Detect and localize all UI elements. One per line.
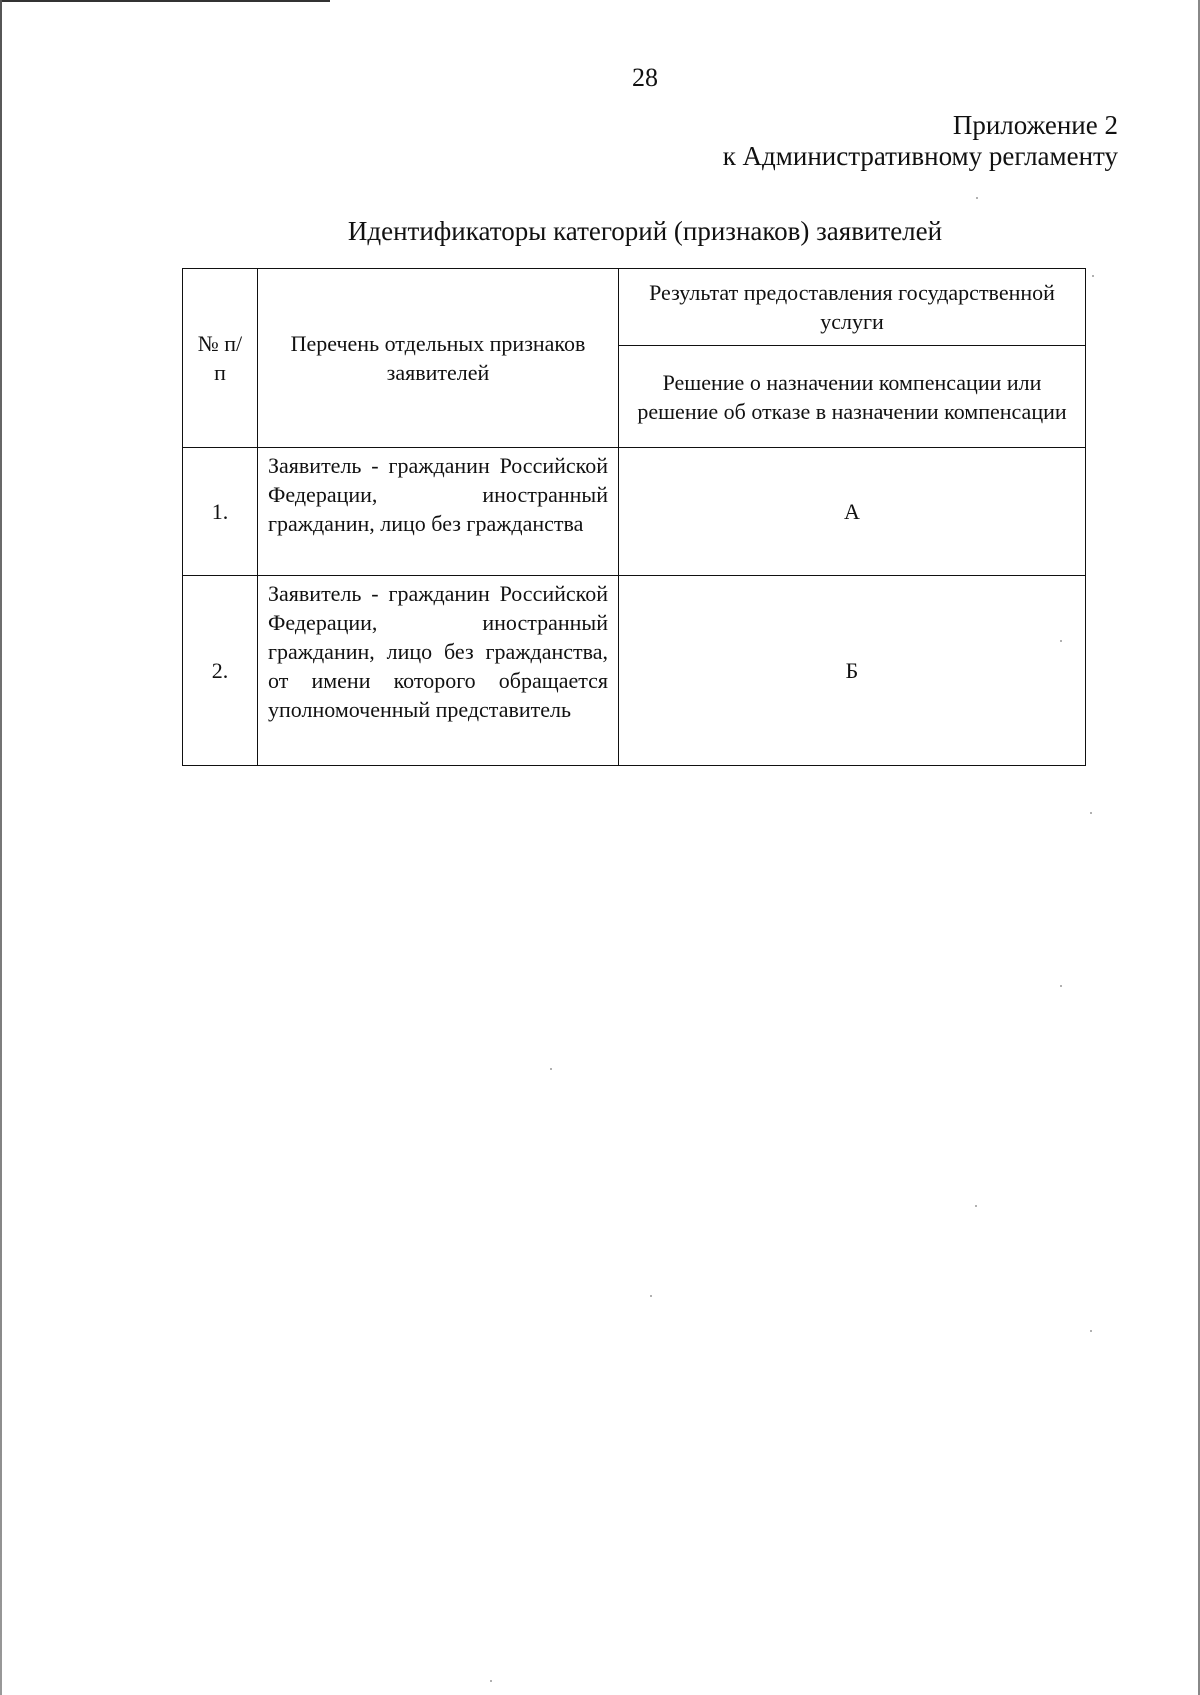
row-num: 1.	[183, 448, 258, 576]
header-row	[183, 269, 1086, 346]
table-row	[183, 576, 1086, 766]
header-num: № п/п	[183, 269, 258, 448]
annex-line-1: Приложение 2	[952, 110, 1118, 140]
row-result: Б	[619, 576, 1086, 766]
row-applicant: Заявитель - гражданин Российской Федерации, иностранный гражданин, лицо без гражданства	[258, 448, 619, 576]
row-result: А	[619, 448, 1086, 576]
table-row	[183, 448, 1086, 576]
header-result: Результат предоставления государственной услуги	[619, 269, 1086, 346]
scan-speckle	[1090, 812, 1092, 814]
scan-speckle	[1092, 275, 1094, 277]
annex-heading	[723, 110, 1118, 172]
scan-speckle	[975, 1205, 977, 1207]
scan-edge-top	[0, 0, 330, 2]
scan-speckle	[1090, 1330, 1092, 1332]
scan-speckle	[1060, 640, 1062, 642]
applicant-identifiers-table	[182, 268, 1086, 766]
scan-edge-left	[0, 0, 2, 1695]
scan-speckle	[650, 1295, 652, 1297]
page-number: 28	[632, 63, 658, 92]
table-title: Идентификаторы категорий (признаков) заявителей	[347, 216, 943, 246]
header-list: Перечень отдельных признаков заявителей	[258, 269, 619, 448]
scan-speckle	[1060, 985, 1062, 987]
row-num: 2.	[183, 576, 258, 766]
row-applicant: Заявитель - гражданин Российской Федерации, иностранный гражданин, лицо без гражданства, от имени которого обращается уполномоченный представитель	[258, 576, 619, 766]
scan-speckle	[976, 197, 978, 199]
annex-line-2: к Административному регламенту	[722, 141, 1118, 171]
scan-speckle	[490, 1680, 492, 1682]
header-result-sub: Решение о назначении компенсации или решение об отказе в назначении компенсации	[619, 346, 1086, 448]
scan-speckle	[550, 1068, 552, 1070]
